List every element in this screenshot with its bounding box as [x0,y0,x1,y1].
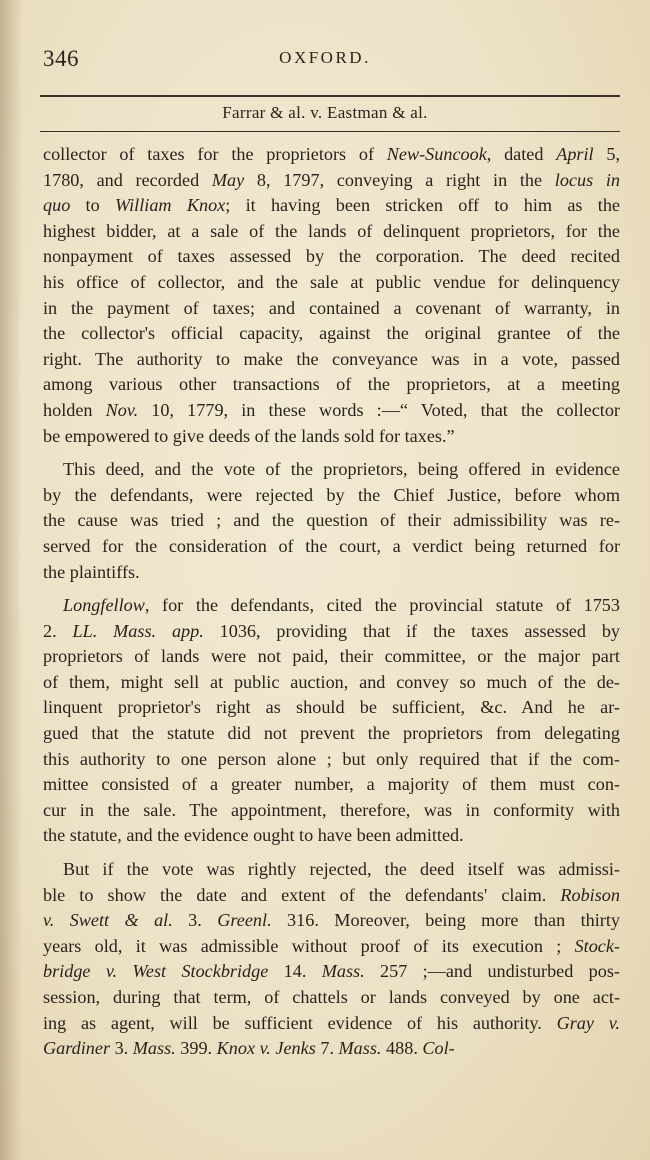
text-line: cur in the sale. The appointment, therefore, was in conformity with [43,799,620,820]
body-text [43,142,620,1062]
text-line: gued that the statute did not prevent the proprietors from delegating [43,723,620,744]
text-line: among various other transactions of the proprietors, at a meeting [43,374,620,395]
paragraph [43,857,620,1062]
text-line: 2. LL. Mass. app. 1036, providing that if the taxes assessed by [43,620,621,641]
paragraph [43,593,620,849]
paragraph-gap [43,849,620,857]
text-line: This deed, and the vote of the proprietors, being offered in evidence [63,459,620,480]
text-line: nonpayment of taxes assessed by the corporation. The deed recited [43,246,620,267]
text-line: highest bidder, at a sale of the lands of delinquent proprietors, for the [43,220,620,241]
text-line: mittee consisted of a greater number, a majority of them must con- [43,774,620,795]
text-line: proprietors of lands were not paid, their committee, or the major part [43,646,620,667]
text-line: the plaintiffs. [43,561,140,582]
text-line: the collector's official capacity, against the original grantee of the [43,323,620,344]
text-line: be empowered to give deeds of the lands sold for taxes.” [43,425,455,446]
text-line: Longfellow, for the defendants, cited the provincial statute of 1753 [63,595,620,616]
paragraph [43,457,620,585]
page-number: 346 [43,46,79,71]
text-line: the cause was tried ; and the question of their admissibility was re- [43,510,620,531]
text-line: quo to William Knox; it having been stricken off to him as the [43,195,620,216]
text-line: 1780, and recorded May 8, 1797, conveying a right in the locus in [43,169,621,190]
text-line: in the payment of taxes; and contained a covenant of warranty, in [43,297,620,318]
text-line: the statute, and the evidence ought to have been admitted. [43,825,464,846]
text-line: linquent proprietor's right as should be sufficient, &c. And he ar- [43,697,620,718]
text-line: by the defendants, were rejected by the Chief Justice, before whom [43,484,620,505]
text-line: collector of taxes for the proprietors of New-Suncook, dated April 5, [43,144,620,164]
text-line: v. Swett & al. 3. Greenl. 316. Moreover, being more than thirty [43,910,620,931]
running-head-title: OXFORD. [279,48,371,67]
case-title: Farrar & al. v. Eastman & al. [222,103,428,122]
header-rule-top [40,95,620,97]
binding-shadow [0,0,22,1160]
text-line: of them, might sell at public auction, and convey so much of the de- [43,671,620,692]
running-head [0,46,650,76]
text-line: this authority to one person alone ; but only required that if the com- [43,748,620,769]
paragraph-gap [43,449,620,457]
text-line: holden Nov. 10, 1779, in these words :—“ Voted, that the collector [43,399,620,420]
text-line: right. The authority to make the conveyance was in a vote, passed [43,348,620,369]
text-line: But if the vote was rightly rejected, the deed itself was admissi- [63,859,620,880]
text-line: Gardiner 3. Mass. 399. Knox v. Jenks 7. Mass. 488. Col- [43,1038,455,1059]
paragraph-gap [43,585,620,593]
paragraph [43,142,620,449]
text-line: ble to show the date and extent of the defendants' claim. Robison [43,884,620,905]
text-line: session, during that term, of chattels or lands conveyed by one act- [43,987,620,1007]
text-line: served for the consideration of the court, a verdict being returned for [43,535,620,556]
text-line: bridge v. West Stockbridge 14. Mass. 257 ;—and undisturbed pos- [43,961,620,982]
text-line: his office of collector, and the sale at public vendue for delinquency [43,271,620,292]
header-rule-bottom [40,131,620,132]
text-line: years old, it was admissible without proof of its execution ; Stock- [43,935,620,956]
text-line: ing as agent, will be sufficient evidence of his authority. Gray v. [43,1012,620,1033]
